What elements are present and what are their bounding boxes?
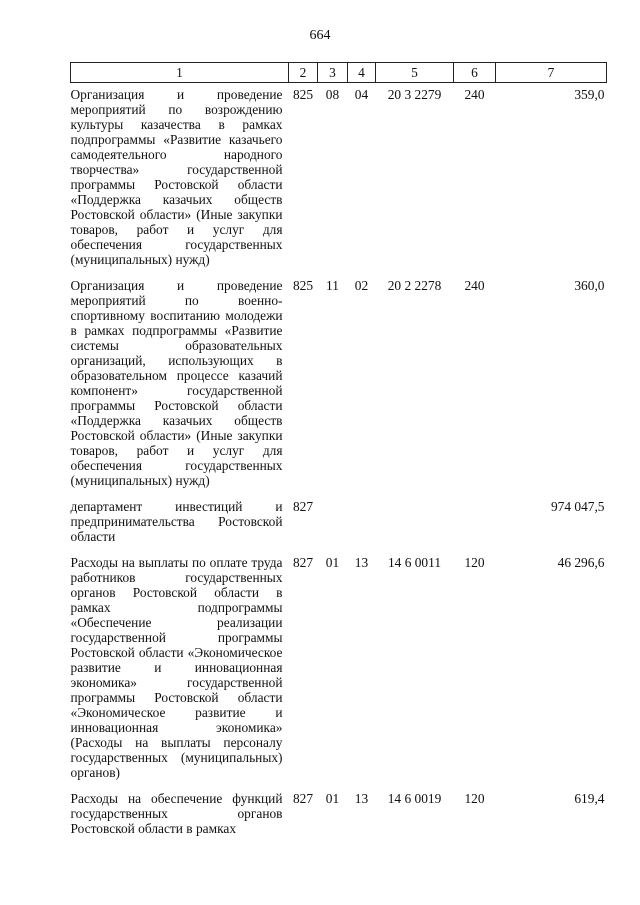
row-amount: 974 047,5: [550, 499, 605, 514]
row-amount: 359,0: [574, 87, 605, 102]
row-name: Организация и проведение мероприятий по возрождению культуры казачества в рамках подпрограммы «Развитие казачьего самодеятельного народного творчества» государственной программы Ростовской области «Поддержка казачьих обществ Ростовской области» (Иные закупки товаров, работ и услуг для обеспечения государственных (муниципальных) нужд): [70, 87, 283, 267]
row-subsection-code: 02: [354, 278, 369, 293]
row-section-code: 01: [325, 791, 340, 806]
row-section-code: [318, 499, 348, 555]
row-subsection-code: 04: [354, 87, 369, 102]
column-header-2: 2: [289, 63, 318, 83]
column-header-1: 1: [71, 63, 289, 83]
row-target-code: 14 6 0019: [387, 791, 442, 806]
row-expense-type: 240: [464, 87, 485, 102]
row-name: Расходы на выплаты по оплате труда работников государственных органов Ростовской области в рамках подпрограммы «Обеспечение реализации государственной программы Ростовской области «Экономическое развитие и инновационная экономика» государственной программы Ростовской области «Экономическое развитие и инновационная экономика» (Расходы на выплаты персоналу государственных (муниципальных) органов): [70, 555, 283, 780]
table-row: [71, 278, 607, 499]
row-amount: 360,0: [574, 278, 605, 293]
row-target-code: [376, 499, 454, 555]
table-row: [71, 499, 607, 555]
table-row: [71, 555, 607, 791]
row-subsection-code: [348, 499, 376, 555]
row-subsection-code: 13: [354, 791, 369, 806]
column-header-4: 4: [348, 63, 376, 83]
row-amount: 46 296,6: [557, 555, 605, 570]
row-expense-type: 240: [464, 278, 485, 293]
row-expense-type: [454, 499, 496, 555]
row-ministry-code: 827: [292, 555, 314, 570]
row-name: департамент инвестиций и предпринимательства Ростовской области: [70, 499, 283, 544]
row-target-code: 14 6 0011: [387, 555, 442, 570]
row-section-code: 08: [325, 87, 340, 102]
row-ministry-code: 825: [292, 278, 314, 293]
page-number: 664: [309, 28, 331, 43]
column-header-6: 6: [454, 63, 496, 83]
column-header-3: 3: [318, 63, 348, 83]
row-expense-type: 120: [464, 791, 485, 806]
table-row: [71, 83, 607, 279]
row-expense-type: 120: [464, 555, 485, 570]
table-header-row: [71, 63, 607, 83]
row-name: Организация и проведение мероприятий по военно-спортивному воспитанию молодежи в рамках подпрограммы «Развитие системы образовательных организаций, использующих в образовательном процессе казачий компонент» государственной программы Ростовской области «Поддержка казачьих обществ Ростовской области» (Иные закупки товаров, работ и услуг для обеспечения государственных (муниципальных) нужд): [70, 278, 283, 488]
column-header-7: 7: [496, 63, 607, 83]
row-target-code: 20 3 2279: [387, 87, 442, 102]
table-row: [71, 791, 607, 847]
row-ministry-code: 825: [292, 87, 314, 102]
row-ministry-code: 827: [292, 791, 314, 806]
row-target-code: 20 2 2278: [387, 278, 442, 293]
row-amount: 619,4: [574, 791, 605, 806]
column-header-5: 5: [376, 63, 454, 83]
row-subsection-code: 13: [354, 555, 369, 570]
budget-table: [70, 62, 607, 847]
row-section-code: 11: [326, 278, 339, 293]
row-section-code: 01: [325, 555, 340, 570]
row-name: Расходы на обеспечение функций государственных органов Ростовской области в рамках: [70, 791, 283, 836]
row-ministry-code: 827: [292, 499, 314, 514]
